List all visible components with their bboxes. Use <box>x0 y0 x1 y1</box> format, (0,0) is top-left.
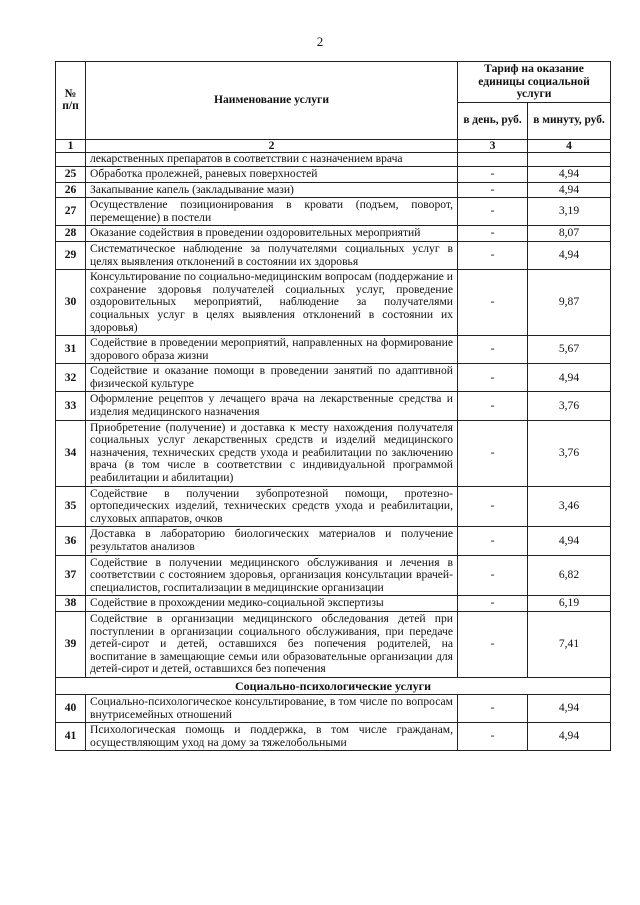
tariff-per-minute: 4,94 <box>528 241 611 269</box>
service-number: 39 <box>56 611 86 677</box>
tariff-per-day: - <box>458 694 528 722</box>
service-number: 28 <box>56 226 86 242</box>
service-number: 25 <box>56 166 86 182</box>
tariff-per-day: - <box>458 166 528 182</box>
table-row <box>56 694 611 722</box>
table-row <box>56 723 611 751</box>
column-number: 2 <box>86 139 458 153</box>
section-title: Социально-психологические услуги <box>56 677 611 694</box>
service-number: 37 <box>56 555 86 596</box>
service-number: 29 <box>56 241 86 269</box>
service-number: 30 <box>56 270 86 336</box>
header-number: № п/п <box>56 62 86 140</box>
tariff-per-minute: 4,94 <box>528 166 611 182</box>
service-number: 26 <box>56 182 86 198</box>
table-row <box>56 527 611 555</box>
table-row <box>56 364 611 392</box>
page-number: 2 <box>316 34 324 49</box>
table-row <box>56 182 611 198</box>
service-name: Содействие в получении медицинского обслуживания и лечения в соответствии с состоянием здоровья, организация консультации врачей-специалистов, госпитализации в медицинские организации <box>86 555 458 596</box>
tariff-per-minute: 5,67 <box>528 336 611 364</box>
header-service-name: Наименование услуги <box>86 62 458 140</box>
service-number: 34 <box>56 420 86 486</box>
table-row <box>56 270 611 336</box>
header-per-minute: в минуту, руб. <box>528 102 611 139</box>
tariff-per-minute: 4,94 <box>528 182 611 198</box>
service-name: Содействие в организации медицинского обследования детей при поступлении в организации социального обслуживания, при передаче детей-сирот и детей, оставшихся без попечения родителей, на воспитание в замещающие семьи или образовательные организации для детей-сирот и детей, оставшихся без попечения <box>86 611 458 677</box>
tariff-per-day: - <box>458 555 528 596</box>
tariff-per-minute: 4,94 <box>528 723 611 751</box>
service-name: Осуществление позиционирования в кровати (подъем, поворот, перемещение) в постели <box>86 198 458 226</box>
tariff-per-minute: 3,76 <box>528 392 611 420</box>
service-name: Приобретение (получение) и доставка к месту нахождения получателя социальных услуг лекарственных средств и изделий медицинского назначения, технических средств ухода и реабилитации по заключению врача (в том числе в соответствии с индивидуальной программой реабилитации и абилитации) <box>86 420 458 486</box>
service-number: 33 <box>56 392 86 420</box>
service-name: Социально-психологическое консультирование, в том числе по вопросам внутрисемейных отношений <box>86 694 458 722</box>
tariff-per-day: - <box>458 596 528 612</box>
tariff-table <box>55 61 611 751</box>
service-number: 38 <box>56 596 86 612</box>
service-number: 32 <box>56 364 86 392</box>
tariff-per-day: - <box>458 611 528 677</box>
table-row <box>56 166 611 182</box>
tariff-per-day: - <box>458 270 528 336</box>
table-row <box>56 596 611 612</box>
tariff-per-day: - <box>458 241 528 269</box>
service-name: Обработка пролежней, раневых поверхностей <box>86 166 458 182</box>
column-number: 3 <box>458 139 528 153</box>
column-number: 4 <box>528 139 611 153</box>
header-per-day: в день, руб. <box>458 102 528 139</box>
table-row <box>56 486 611 527</box>
service-number: 36 <box>56 527 86 555</box>
service-name: Содействие и оказание помощи в проведении занятий по адаптивной физической культуре <box>86 364 458 392</box>
service-name: Содействие в проведении мероприятий, направленных на формирование здорового образа жизни <box>86 336 458 364</box>
service-name: Оформление рецептов у лечащего врача на лекарственные средства и изделия медицинского назначения <box>86 392 458 420</box>
service-number: 35 <box>56 486 86 527</box>
tariff-per-day: - <box>458 226 528 242</box>
tariff-per-minute: 7,41 <box>528 611 611 677</box>
continuation-row <box>56 153 611 167</box>
tariff-per-minute: 3,76 <box>528 420 611 486</box>
tariff-per-minute: 3,46 <box>528 486 611 527</box>
table-row <box>56 392 611 420</box>
tariff-per-minute: 6,19 <box>528 596 611 612</box>
service-name: Содействие в получении зубопротезной помощи, протезно-ортопедических изделий, технических средств ухода и реабилитации, слуховых аппаратов, очков <box>86 486 458 527</box>
table-row <box>56 198 611 226</box>
service-name: Содействие в прохождении медико-социальной экспертизы <box>86 596 458 612</box>
tariff-per-day: - <box>458 392 528 420</box>
table-row <box>56 226 611 242</box>
tariff-per-minute: 4,94 <box>528 694 611 722</box>
service-name: Психологическая помощь и поддержка, в том числе гражданам, осуществляющим уход на дому за тяжелобольными <box>86 723 458 751</box>
service-number: 27 <box>56 198 86 226</box>
tariff-per-minute: 8,07 <box>528 226 611 242</box>
tariff-per-day: - <box>458 486 528 527</box>
tariff-per-minute: 3,19 <box>528 198 611 226</box>
tariff-per-day: - <box>458 198 528 226</box>
continuation-day-cell <box>458 153 528 167</box>
table-row <box>56 555 611 596</box>
tariff-per-minute: 4,94 <box>528 364 611 392</box>
column-number: 1 <box>56 139 86 153</box>
tariff-per-day: - <box>458 364 528 392</box>
service-number: 31 <box>56 336 86 364</box>
column-number-row <box>56 139 611 153</box>
table-row <box>56 611 611 677</box>
table-row <box>56 420 611 486</box>
tariff-per-day: - <box>458 527 528 555</box>
tariff-per-minute: 4,94 <box>528 527 611 555</box>
continuation-min-cell <box>528 153 611 167</box>
header-tariff-group: Тариф на оказание единицы социальной услуги <box>458 62 611 103</box>
table-row <box>56 336 611 364</box>
tariff-per-minute: 9,87 <box>528 270 611 336</box>
tariff-per-day: - <box>458 723 528 751</box>
service-name: Закапывание капель (закладывание мази) <box>86 182 458 198</box>
service-number: 40 <box>56 694 86 722</box>
tariff-per-day: - <box>458 182 528 198</box>
service-name: Систематическое наблюдение за получателями социальных услуг в целях выявления отклонений в состоянии их здоровья <box>86 241 458 269</box>
service-name: Оказание содействия в проведении оздоровительных мероприятий <box>86 226 458 242</box>
section-row <box>56 677 611 694</box>
service-number: 41 <box>56 723 86 751</box>
tariff-per-minute: 6,82 <box>528 555 611 596</box>
service-name: Доставка в лабораторию биологических материалов и получение результатов анализов <box>86 527 458 555</box>
continuation-text: лекарственных препаратов в соответствии с назначением врача <box>86 153 458 167</box>
tariff-per-day: - <box>458 420 528 486</box>
tariff-per-day: - <box>458 336 528 364</box>
continuation-num-cell <box>56 153 86 167</box>
service-name: Консультирование по социально-медицинским вопросам (поддержание и сохранение здоровья получателей социальных услуг, проведение оздоровительных мероприятий, наблюдение за получателями социальных услуг в целях выявления отклонений в состоянии их здоровья) <box>86 270 458 336</box>
table-row <box>56 241 611 269</box>
